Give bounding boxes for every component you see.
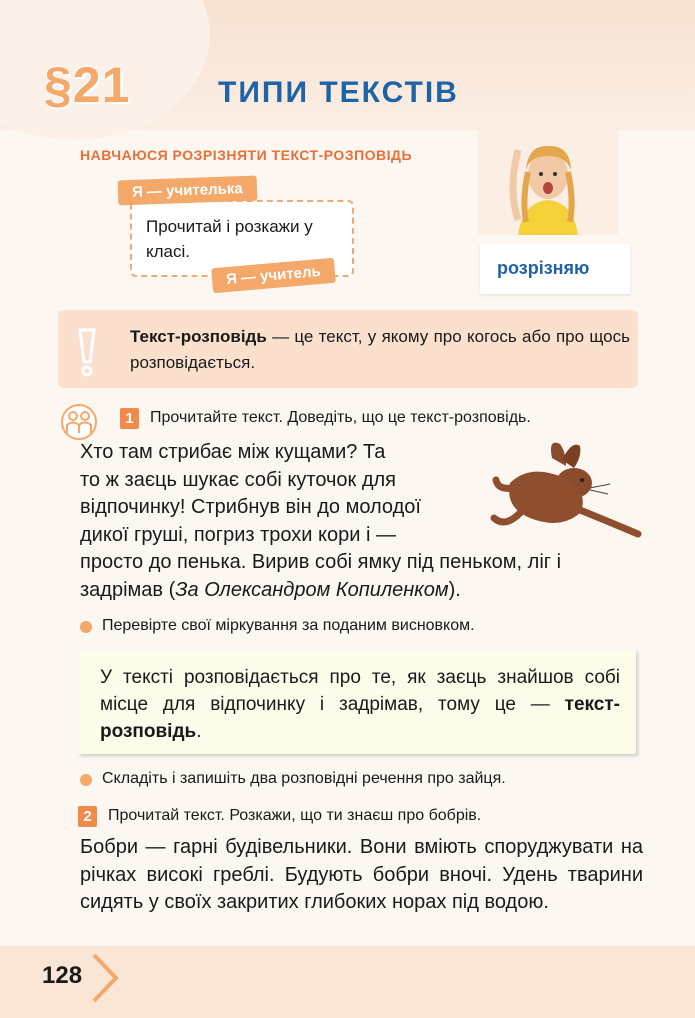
conclusion-body: У тексті розповідається про те, як заєць знайшов собі місце для відпочинку і задрімав, тому це —: [100, 667, 620, 715]
task-1-number: 1: [120, 408, 139, 429]
exclamation-icon: [76, 328, 98, 378]
pair-work-icon: [60, 403, 98, 441]
bullet-dot: [80, 621, 92, 633]
story-line-4: дикої груші, погриз трохи кори і —: [80, 523, 396, 546]
page-title: ТИПИ ТЕКСТІВ: [218, 76, 459, 109]
page-number: 128: [42, 962, 83, 989]
compose-instruction: Складіть і запишіть два розповідні речення про зайця.: [102, 770, 506, 787]
story-line-5: просто до пенька. Вирив собі ямку під пеньком, ліг і: [80, 551, 562, 573]
definition-text: [130, 324, 630, 376]
story-line-1: Хто там стрибає між кущами? Та: [80, 441, 386, 463]
bullet-dot: [80, 774, 92, 786]
task-2-number: 2: [78, 806, 97, 827]
definition-body: — це текст, у якому про когось або про щось розповідається.: [130, 327, 630, 372]
section-subtitle: НАВЧАЮСЯ РОЗРІЗНЯТИ ТЕКСТ-РОЗПОВІДЬ: [80, 147, 413, 163]
story-line-6: [80, 577, 635, 605]
check-instruction: Перевірте свої міркування за поданим висновком.: [102, 617, 475, 634]
story-line-3: відпочинку! Стрибнув він до молодої: [80, 496, 421, 518]
page-arrow-icon: [92, 953, 122, 1003]
conclusion-bold: текст-розповідь: [100, 694, 620, 742]
definition-term: Текст-розповідь: [130, 327, 267, 346]
paragraph-number: §21: [44, 57, 131, 113]
keyword-text: розрізняю: [497, 258, 590, 278]
conclusion-end: .: [196, 721, 202, 742]
hare-illustration: [490, 438, 645, 544]
task-2-instruction: Прочитай текст. Розкажи, що ти знаєш про бобрів.: [108, 807, 482, 824]
beaver-text: Бобри — гарні будівельники. Вони вміють споруджувати на річках високі греблі. Будують бобри вночі. Удень тварини сидять у своїх закритих глибоких норах під водою.: [80, 836, 643, 913]
story-last-end: ).: [448, 578, 461, 601]
task-1-instruction: Прочитайте текст. Доведіть, що це текст-розповідь.: [150, 409, 531, 426]
story-author: За Олександром Копиленком: [175, 578, 449, 601]
conclusion-text: [100, 664, 620, 745]
girl-illustration: [478, 130, 618, 235]
instruction-text: Прочитай і розкажи у класі.: [146, 217, 313, 261]
teacher-female-tag: Я — учителька: [118, 176, 257, 206]
story-last-start: задрімав (: [80, 578, 176, 601]
teacher-male-tag: Я — учитель: [211, 258, 336, 294]
story-line-2: то ж заєць шукає собі куточок для: [80, 468, 397, 491]
